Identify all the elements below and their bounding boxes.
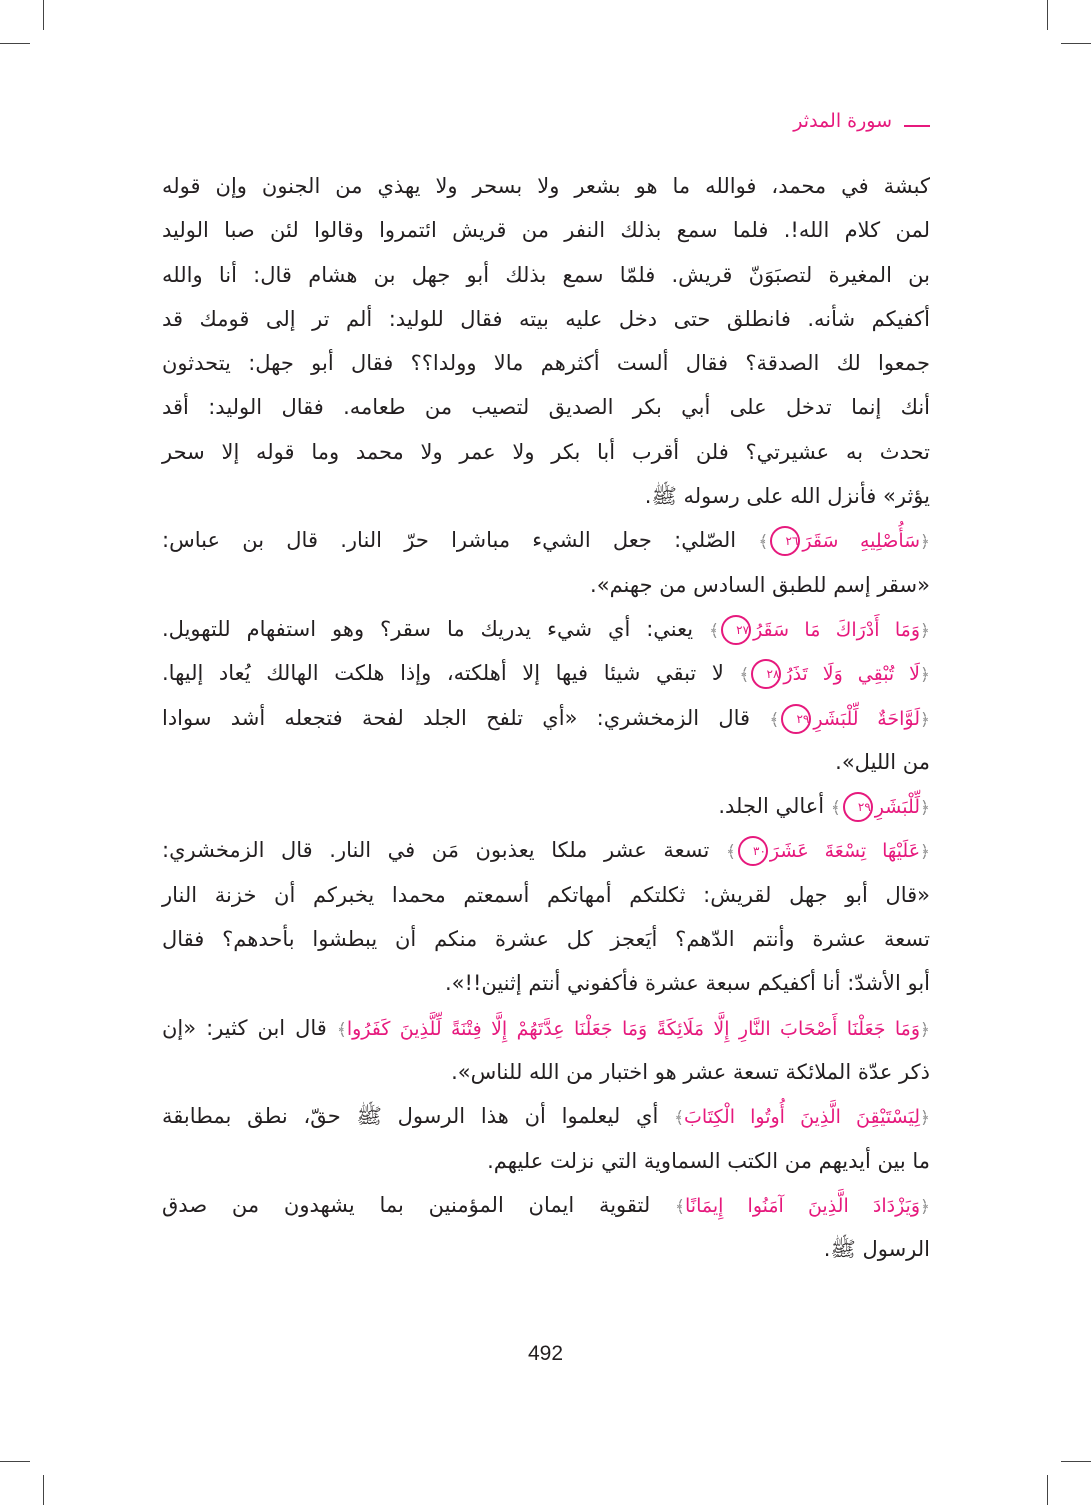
ayah-number-marker: ٣٠ bbox=[738, 836, 768, 866]
line-text: يؤثر» فأنزل الله على رسوله ﷺ. bbox=[644, 484, 930, 509]
ornate-bracket-open: ﴿ bbox=[920, 842, 930, 863]
header-rule bbox=[904, 125, 930, 127]
line-text: تسعة عشر ملكا يعذبون مَن في النار. قال الزمخشري: bbox=[162, 838, 710, 863]
crop-mark bbox=[43, 0, 44, 30]
text-line bbox=[162, 563, 930, 607]
crop-mark bbox=[1061, 1461, 1091, 1462]
line-text: الصّلي: جعل الشيء مباشرا حرّ النار. قال بن عباس: bbox=[162, 528, 737, 553]
quran-verse: وَمَا أَدْرَاكَ مَا سَقَرُ bbox=[753, 618, 921, 641]
ornate-bracket-close: ﴾ bbox=[739, 665, 750, 686]
verse-commentary-line bbox=[162, 651, 930, 695]
line-text: لمن كلام الله!. فلما سمع بذلك النفر من قريش ائتمروا وقالوا لئن صبا الوليد bbox=[162, 218, 930, 243]
text-line bbox=[162, 1050, 930, 1094]
ornate-bracket-close: ﴾ bbox=[675, 1196, 685, 1217]
text-line bbox=[162, 430, 930, 474]
quran-verse: لِّلْبَشَرِ bbox=[874, 796, 921, 819]
ayah-number-marker: ٢٩ bbox=[781, 704, 811, 734]
text-line bbox=[162, 341, 930, 385]
ornate-bracket-close: ﴾ bbox=[674, 1108, 685, 1129]
quran-verse: وَمَا جَعَلْنَا أَصْحَابَ النَّارِ إِلَّا مَلَائِكَةً وَمَا جَعَلْنَا عِدَّتَهُمْ إِلَّا فِتْنَةً لِّلَّذِينَ كَفَرُوا bbox=[346, 1017, 921, 1040]
text-line bbox=[162, 1227, 930, 1271]
ornate-bracket-close: ﴾ bbox=[336, 1019, 347, 1040]
verse-commentary-line bbox=[162, 1183, 930, 1227]
crop-mark bbox=[0, 1461, 30, 1462]
line-text: لتقوية ايمان المؤمنين بما يشهدون من صدق bbox=[162, 1192, 651, 1217]
crop-mark bbox=[0, 43, 30, 44]
ornate-bracket-open: ﴿ bbox=[920, 709, 930, 730]
line-text: أعالي الجلد. bbox=[718, 794, 825, 819]
line-text: قال الزمخشري: «أي تلفح الجلد لفحة فتجعله أشد سوادا bbox=[162, 705, 751, 730]
line-text: جمعوا لك الصدقة؟ فقال ألست أكثرهم مالا وولدا؟؟ فقال أبو جهل: يتحدثون bbox=[162, 351, 930, 376]
ayah-number-marker: ٢٨ bbox=[751, 659, 781, 689]
text-line bbox=[162, 297, 930, 341]
line-text: قال ابن كثير: «إن bbox=[162, 1015, 327, 1040]
quran-verse: لَا تُبْقِي وَلَا تَذَرُ bbox=[783, 663, 921, 686]
ornate-bracket-close: ﴾ bbox=[830, 798, 841, 819]
running-header bbox=[793, 110, 930, 132]
verse-commentary-line bbox=[162, 696, 930, 740]
line-text: من الليل». bbox=[835, 749, 930, 774]
verse-commentary-line bbox=[162, 1094, 930, 1138]
ornate-bracket-open: ﴿ bbox=[920, 665, 930, 686]
line-text: أكفيكم شأنه. فانطلق حتى دخل عليه بيته فقال للوليد: ألم تر إلى قومك قد bbox=[162, 306, 930, 331]
text-line bbox=[162, 961, 930, 1005]
line-text: أبو الأشدّ: أنا أكفيكم سبعة عشرة فأكفوني أنتم إثنين!!». bbox=[445, 971, 930, 996]
text-line bbox=[162, 474, 930, 518]
quran-verse: عَلَيْهَا تِسْعَةَ عَشَرَ bbox=[769, 840, 921, 863]
verse-commentary-line bbox=[162, 828, 930, 872]
ornate-bracket-open: ﴿ bbox=[920, 620, 930, 641]
line-text: «سقر إسم للطبق السادس من جهنم». bbox=[590, 572, 930, 597]
crop-mark bbox=[1047, 1475, 1048, 1505]
line-text: الرسول ﷺ. bbox=[823, 1237, 930, 1262]
crop-mark bbox=[1061, 43, 1091, 44]
text-line bbox=[162, 873, 930, 917]
text-line bbox=[162, 208, 930, 252]
line-text: كبشة في محمد، فوالله ما هو بشعر ولا بسحر ولا يهذي من الجنون وإن قوله bbox=[162, 174, 930, 198]
quran-verse: وَيَزْدَادَ الَّذِينَ آمَنُوا إِيمَانًا bbox=[685, 1194, 921, 1217]
line-text: ما بين أيديهم من الكتب السماوية التي نزلت عليهم. bbox=[487, 1148, 930, 1173]
page-number: 492 bbox=[527, 1342, 564, 1365]
text-line bbox=[162, 740, 930, 784]
ayah-number-marker: ٢٦ bbox=[770, 526, 800, 556]
ayah-number-marker: ٢٩ bbox=[843, 792, 873, 822]
line-text: أي ليعلموا أن هذا الرسول ﷺ حقّ، نطق بمطابقة bbox=[162, 1104, 659, 1129]
line-text: تحدث به عشيرتي؟ فلن أقرب أبا بكر ولا عمر ولا محمد وما قوله إلا سحر bbox=[162, 439, 930, 464]
ornate-bracket-close: ﴾ bbox=[725, 842, 736, 863]
line-text: بن المغيرة لتصبَوَنّ قريش. فلمّا سمع بذلك أبو جهل بن هشام قال: أنا والله bbox=[162, 262, 930, 287]
surah-title: سورة المدثر bbox=[793, 110, 892, 132]
ornate-bracket-close: ﴾ bbox=[758, 532, 769, 553]
ornate-bracket-open: ﴿ bbox=[920, 1196, 930, 1217]
verse-commentary-line bbox=[162, 607, 930, 651]
quran-verse: لَوَّاحَةٌ لِّلْبَشَرِ bbox=[813, 707, 921, 730]
verse-commentary-line bbox=[162, 518, 930, 562]
text-line bbox=[162, 917, 930, 961]
line-text: يعني: أي شيء يدريك ما سقر؟ وهو استفهام للتهويل. bbox=[162, 616, 694, 641]
line-text: تسعة عشرة وأنتم الدّهم؟ أيَعجز كل عشرة منكم أن يبطشوا بأحدهم؟ فقال bbox=[162, 927, 930, 952]
text-line bbox=[162, 1139, 930, 1183]
line-text: «قال أبو جهل لقريش: ثكلتكم أمهاتكم أسمعتم محمدا يخبركم أن خزنة النار bbox=[162, 882, 930, 907]
page-body bbox=[162, 164, 930, 1271]
crop-mark bbox=[1047, 0, 1048, 30]
crop-mark bbox=[43, 1475, 44, 1505]
ornate-bracket-open: ﴿ bbox=[920, 532, 931, 553]
quran-verse: سَأُصْلِيهِ سَقَرَ bbox=[802, 530, 921, 553]
line-text: أنك إنما تدخل على أبي بكر الصديق لتصيب من طعامه. فقال الوليد: أقد bbox=[162, 395, 930, 420]
line-text: ذكر عدّة الملائكة تسعة عشر هو اختبار من الله للناس». bbox=[451, 1059, 930, 1084]
text-line bbox=[162, 385, 930, 429]
text-line bbox=[162, 253, 930, 297]
text-line bbox=[162, 164, 930, 208]
verse-commentary-line bbox=[162, 1006, 930, 1050]
ornate-bracket-close: ﴾ bbox=[709, 620, 720, 641]
quran-verse: لِيَسْتَيْقِنَ الَّذِينَ أُوتُوا الْكِتَابَ bbox=[684, 1106, 921, 1129]
ayah-number-marker: ٢٧ bbox=[721, 615, 751, 645]
verse-commentary-line bbox=[162, 784, 930, 828]
ornate-bracket-open: ﴿ bbox=[920, 798, 930, 819]
ornate-bracket-open: ﴿ bbox=[920, 1019, 930, 1040]
line-text: لا تبقي شيئا فيها إلا أهلكته، وإذا هلكت الهالك يُعاد إليها. bbox=[162, 661, 724, 686]
ornate-bracket-close: ﴾ bbox=[769, 709, 780, 730]
ornate-bracket-open: ﴿ bbox=[920, 1108, 930, 1129]
